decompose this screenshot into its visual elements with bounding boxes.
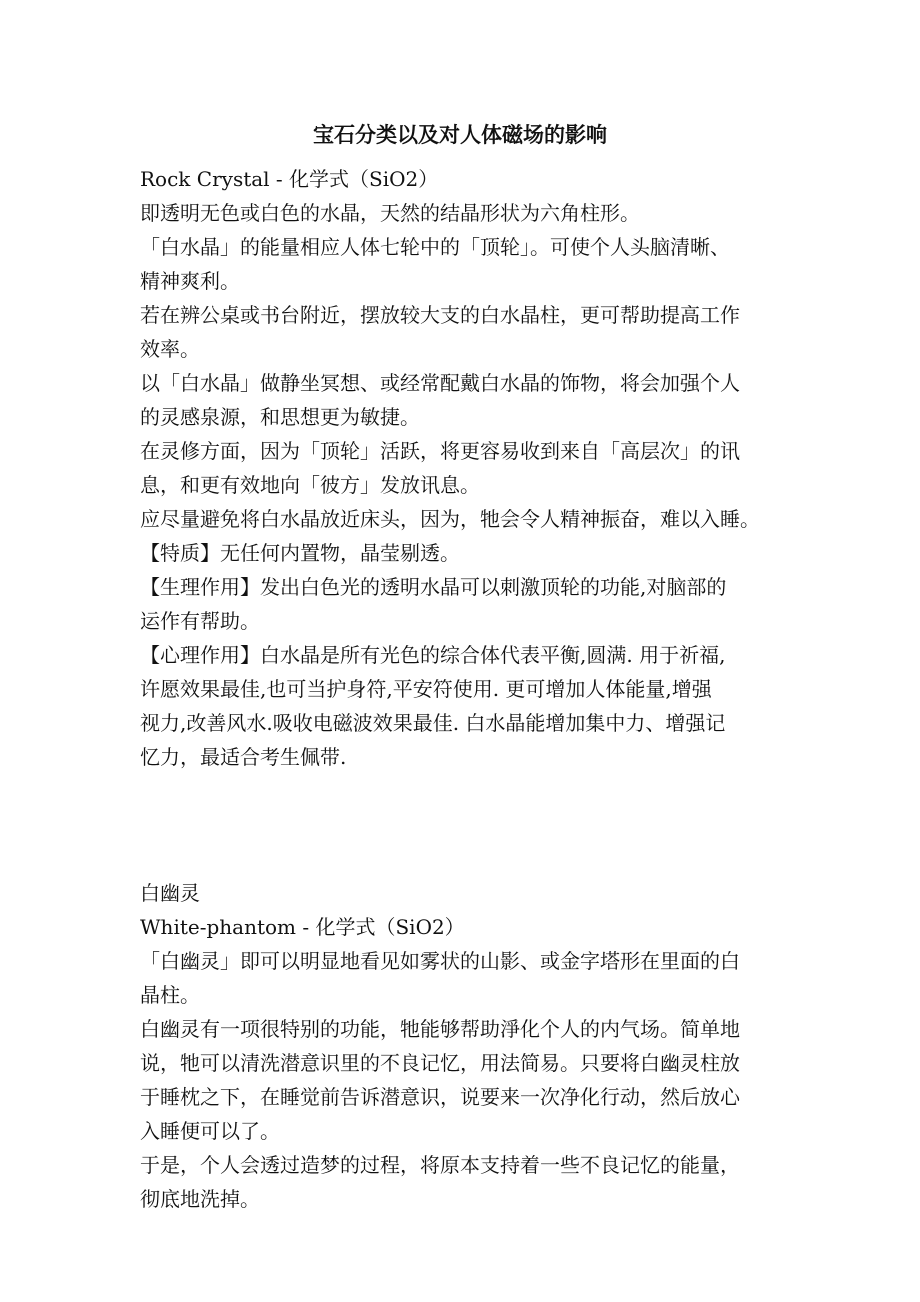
- text-line: 彻底地洗掉。: [140, 1187, 260, 1211]
- text-line: 许愿效果最佳,也可当护身符,平安符使用. 更可增加人体能量,增强: [140, 677, 712, 701]
- text-line: 「白幽灵」即可以明显地看见如雾状的山影、或金字塔形在里面的白: [140, 949, 740, 973]
- text-line: 运作有帮助。: [140, 609, 260, 633]
- text-line: 「白水晶」的能量相应人体七轮中的「顶轮」。可使个人头脑清晰、: [140, 235, 730, 259]
- text-line: 于是，个人会透过造梦的过程，将原本支持着一些不良记忆的能量，: [140, 1153, 740, 1177]
- document-title: 宝石分类以及对人体磁场的影响: [313, 122, 607, 147]
- text-line: Rock Crystal - 化学式（SiO2）: [140, 167, 439, 191]
- text-line: 若在辨公桌或书台附近，摆放较大支的白水晶柱，更可帮助提高工作: [140, 303, 740, 327]
- text-line: 【心理作用】白水晶是所有光色的综合体代表平衡,圆满. 用于祈福,: [140, 643, 726, 667]
- text-line: 精神爽利。: [140, 269, 240, 293]
- text-line: 在灵修方面，因为「顶轮」活跃，将更容易收到来自「高层次」的讯: [140, 439, 740, 463]
- text-line: 【特质】无任何内置物，晶莹剔透。: [140, 541, 460, 565]
- text-line: White-phantom - 化学式（SiO2）: [140, 915, 465, 939]
- text-line: 白幽灵有一项很特别的功能，牠能够帮助淨化个人的内气场。简单地: [140, 1017, 740, 1041]
- text-line: 【生理作用】发出白色光的透明水晶可以刺激顶轮的功能,对脑部的: [140, 575, 727, 599]
- text-line: 于睡枕之下，在睡觉前告诉潜意识，说要来一次净化行动，然后放心: [140, 1085, 740, 1109]
- text-line: 效率。: [140, 337, 200, 361]
- section-heading: 白幽灵: [140, 881, 200, 905]
- text-line: 入睡便可以了。: [140, 1119, 280, 1143]
- text-line: 忆力，最适合考生佩带.: [140, 745, 347, 769]
- text-line: 晶柱。: [140, 983, 200, 1007]
- text-line: 的灵感泉源，和思想更为敏捷。: [140, 405, 420, 429]
- text-line: 即透明无色或白色的水晶，天然的结晶形状为六角柱形。: [140, 201, 640, 225]
- text-line: 息，和更有效地向「彼方」发放讯息。: [140, 473, 480, 497]
- section-rock-crystal: [140, 162, 790, 774]
- text-line: 以「白水晶」做静坐冥想、或经常配戴白水晶的饰物，将会加强个人: [140, 371, 740, 395]
- text-line: 应尽量避免将白水晶放近床头，因为，牠会令人精神振奋，难以入睡。: [140, 507, 760, 531]
- document-body: [140, 162, 790, 1216]
- text-line: 说，牠可以清洗潜意识里的不良记忆，用法简易。只要将白幽灵柱放: [140, 1051, 740, 1075]
- section-spacer: [140, 774, 790, 876]
- section-white-phantom: [140, 876, 790, 1216]
- text-line: 视力,改善风水.吸收电磁波效果最佳. 白水晶能增加集中力、增强记: [140, 711, 726, 735]
